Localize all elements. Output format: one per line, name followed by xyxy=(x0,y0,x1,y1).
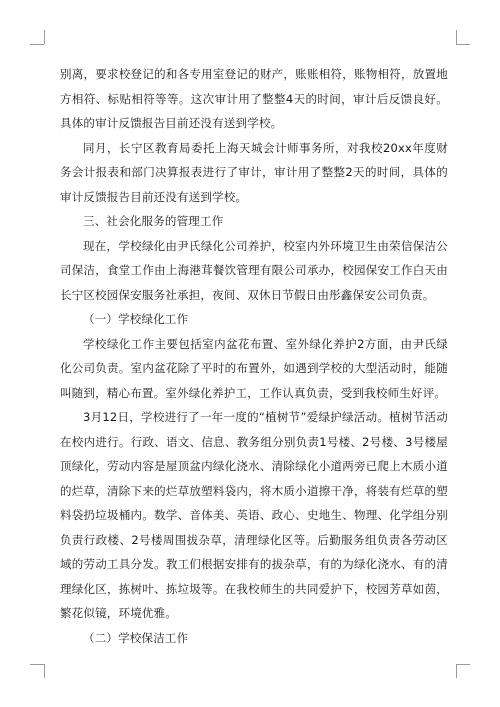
paragraph-service-providers: 现在，学校绿化由尹氏绿化公司养护，校室内外环境卫生由荣信保洁公司保洁，食堂工作由上海港茸餐饮管理有限公司承办，校园保安工作白天由长宁区校园保安服务社承担，夜间、双休日节假日由彤鑫保安公司负责。 xyxy=(60,238,448,302)
document-body xyxy=(60,62,448,650)
paragraph-continuation: 别离，要求校登记的和各专用室登记的财产，账账相符，账物相符，放置地方相符、标贴相符等等。这次审计用了整整4天的时间，审计后反馈良好。具体的审计反馈报告目前还没有送到学校。 xyxy=(60,67,448,130)
subheading-greening: （一）学校绿化工作 xyxy=(83,312,189,326)
crop-mark-top-right xyxy=(456,44,470,45)
paragraph-tree-planting: 3月12日，学校进行了一年一度的“植树节”爱绿护绿活动。植树节活动在校内进行。行政、语文、信息、教务组分别负责1号楼、2号楼、3号楼屋顶绿化，劳动内容是屋顶盆内绿化浇水、清除绿化小道两旁已爬上木质小道的烂草，清除下来的烂草放塑料袋内，将木质小道擦干净，将装有烂草的塑料袋扔垃圾桶内。数学、音体美、英语、政心、史地生、物理、化学组分别负责行政楼、2号楼周围拔杂草，清理绿化区等。后勤服务组负责各劳动区域的劳动工具分发。教工们根据安排有的拔杂草，有的为绿化浇水、有的清理绿化区，拣树叶、拣垃圾等。在我校师生的共同爱护下，校园芳草如茵，繁花似镜，环境优雅。 xyxy=(60,410,448,620)
crop-mark-top-left xyxy=(30,44,44,45)
section-heading-social-services: 三、社会化服务的管理工作 xyxy=(83,214,224,228)
paragraph-audit-report: 同月，长宁区教育局委托上海天城会计师事务所，对我校20xx年度财务会计报表和部门决算报表进行了审计，审计用了整整2天的时间，具体的审计反馈报告目前还没有送到学校。 xyxy=(60,140,448,204)
crop-mark-bottom-right xyxy=(456,664,470,665)
crop-mark-bottom-right-v xyxy=(456,664,457,678)
paragraph-greening-work: 学校绿化工作主要包括室内盆花布置、室外绿化养护2方面，由尹氏绿化公司负责。室内盆花除了平时的布置外，如遇到学校的大型活动时，能随叫随到，精心布置。室外绿化养护工，工作认真负责，受到我校师生好评。 xyxy=(60,336,448,400)
subheading-cleaning: （二）学校保洁工作 xyxy=(83,630,189,645)
crop-mark-bottom-left-v xyxy=(44,664,45,678)
crop-mark-bottom-left xyxy=(30,664,44,665)
crop-mark-top-right-v xyxy=(456,30,457,44)
crop-mark-top-left-v xyxy=(44,30,45,44)
